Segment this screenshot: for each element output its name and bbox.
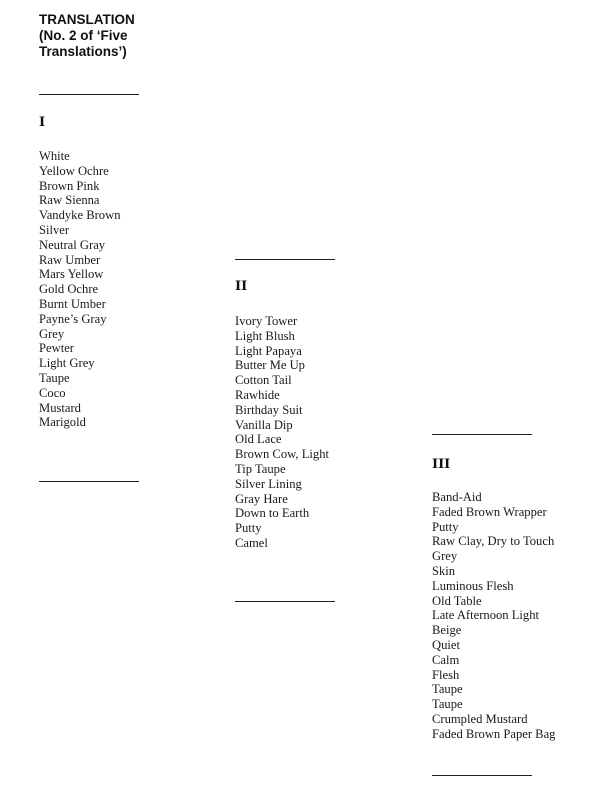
document-title bbox=[39, 12, 135, 60]
color-name-item: Vandyke Brown bbox=[39, 208, 121, 223]
color-name-item: Neutral Gray bbox=[39, 237, 106, 252]
color-name-item: Payne’s Gray bbox=[39, 311, 107, 326]
color-name-item: Mustard bbox=[39, 400, 81, 415]
color-name-item: Raw Sienna bbox=[39, 193, 100, 208]
color-name-item: Putty bbox=[235, 521, 262, 536]
color-name-item: Coco bbox=[39, 385, 66, 400]
color-name-item: Old Lace bbox=[235, 432, 282, 447]
color-name-item: Putty bbox=[432, 519, 459, 534]
color-name-item: Raw Clay, Dry to Touch bbox=[432, 534, 555, 549]
section-divider-top bbox=[39, 94, 139, 95]
color-name-item: Pewter bbox=[39, 341, 74, 356]
color-name-list bbox=[39, 149, 121, 430]
section-numeral: II bbox=[235, 279, 248, 294]
color-name-item: Brown Pink bbox=[39, 178, 100, 193]
color-name-item: Ivory Tower bbox=[235, 314, 298, 328]
section-divider-top bbox=[235, 259, 335, 260]
section-numeral: I bbox=[39, 115, 46, 130]
color-name-item: Marigold bbox=[39, 415, 86, 430]
section-divider-bottom bbox=[39, 481, 139, 482]
color-name-item: Band-Aid bbox=[432, 490, 482, 504]
color-name-item: Gold Ochre bbox=[39, 282, 99, 297]
color-name-item: Cotton Tail bbox=[235, 373, 292, 388]
color-name-item: Silver Lining bbox=[235, 476, 302, 491]
color-name-item: Light Blush bbox=[235, 328, 295, 343]
color-name-item: Taupe bbox=[39, 370, 70, 385]
color-name-item: Silver bbox=[39, 222, 70, 237]
section-numeral: III bbox=[432, 457, 451, 472]
color-name-item: Light Grey bbox=[39, 356, 95, 371]
color-name-item: Late Afternoon Light bbox=[432, 608, 540, 623]
color-name-item: Mars Yellow bbox=[39, 267, 104, 282]
color-name-item: Birthday Suit bbox=[235, 402, 303, 417]
color-name-item: Light Papaya bbox=[235, 343, 302, 358]
color-name-item: Down to Earth bbox=[235, 506, 310, 521]
color-name-item: Skin bbox=[432, 563, 456, 578]
title-line: TRANSLATION bbox=[39, 12, 135, 27]
color-name-list bbox=[235, 314, 329, 551]
color-name-item: Rawhide bbox=[235, 387, 280, 402]
color-name-item: Flesh bbox=[432, 667, 460, 682]
color-name-item: Taupe bbox=[432, 682, 463, 697]
color-name-item: Burnt Umber bbox=[39, 296, 106, 311]
color-name-item: Crumpled Mustard bbox=[432, 711, 528, 726]
color-name-item: Vanilla Dip bbox=[235, 417, 293, 432]
color-name-item: Old Table bbox=[432, 593, 482, 608]
color-name-item: Tip Taupe bbox=[235, 461, 286, 476]
color-name-item: Grey bbox=[432, 549, 458, 564]
color-name-item: Calm bbox=[432, 652, 460, 667]
color-name-item: Raw Umber bbox=[39, 252, 101, 267]
color-name-item: Taupe bbox=[432, 697, 463, 712]
title-line: Translations’) bbox=[39, 44, 127, 59]
color-name-item: Brown Cow, Light bbox=[235, 447, 329, 462]
section-divider-top bbox=[432, 434, 532, 435]
color-name-item: Camel bbox=[235, 535, 268, 550]
color-name-item: Butter Me Up bbox=[235, 358, 305, 373]
section-divider-bottom bbox=[432, 775, 532, 776]
color-name-item: Beige bbox=[432, 623, 462, 638]
color-name-item: Faded Brown Wrapper bbox=[432, 504, 547, 519]
color-name-item: Quiet bbox=[432, 637, 460, 652]
color-name-item: Grey bbox=[39, 326, 65, 341]
color-name-list bbox=[432, 490, 555, 742]
color-name-item: Faded Brown Paper Bag bbox=[432, 726, 556, 741]
color-name-item: Yellow Ochre bbox=[39, 163, 109, 178]
color-name-item: Gray Hare bbox=[235, 491, 288, 506]
color-name-item: White bbox=[39, 149, 70, 163]
section-divider-bottom bbox=[235, 601, 335, 602]
color-name-item: Luminous Flesh bbox=[432, 578, 514, 593]
title-line: (No. 2 of ‘Five bbox=[39, 28, 128, 43]
